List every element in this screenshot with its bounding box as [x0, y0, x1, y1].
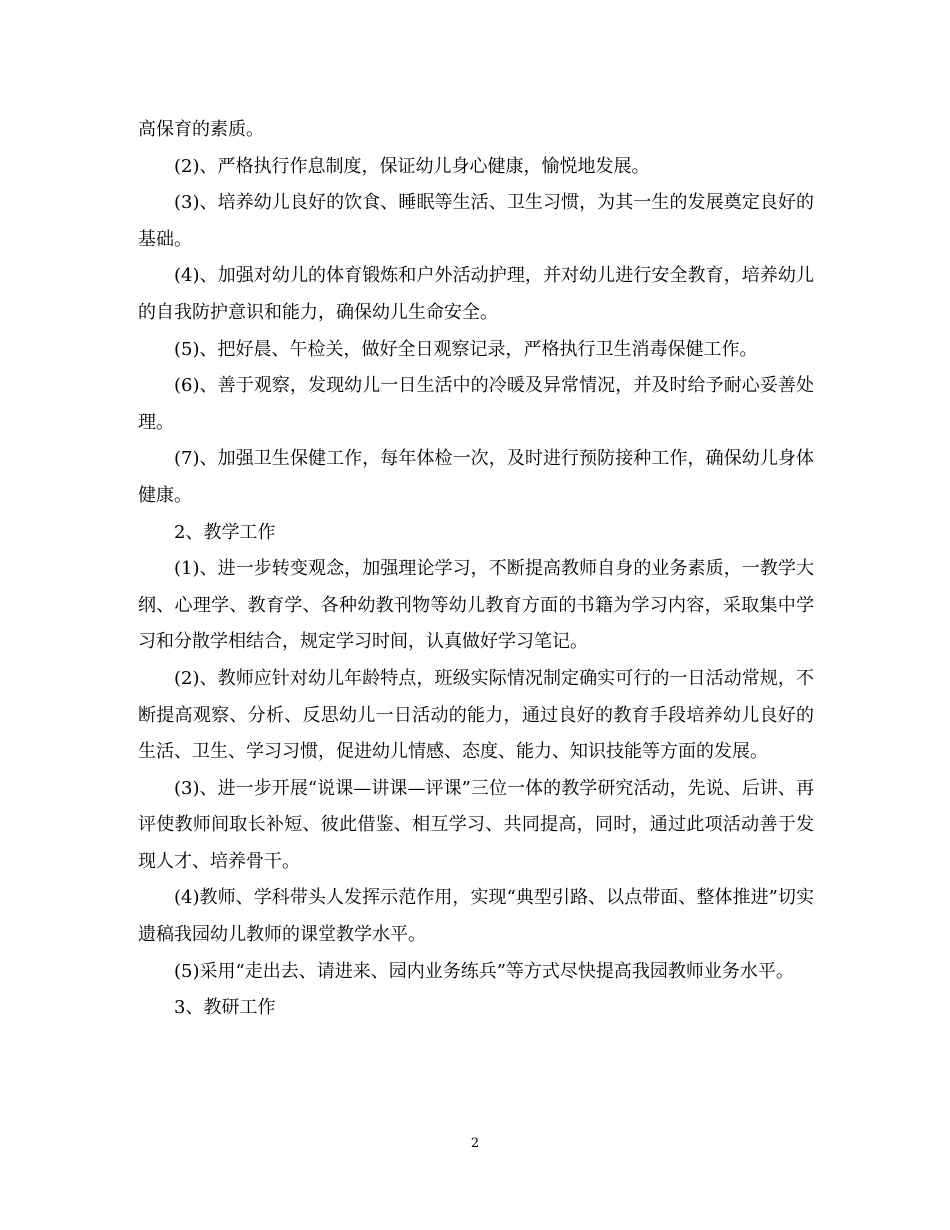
paragraph-teaching-2: (2)、教师应针对幼儿年龄特点，班级实际情况制定确实可行的一日活动常规，不断提高观察、分析、反思幼儿一日活动的能力，通过良好的教育手段培养幼儿良好的生活、卫生、学习习惯，促进幼儿情感、态度、能力、知识技能等方面的发展。: [138, 667, 814, 763]
paragraph-item-6: (6)、善于观察，发现幼儿一日生活中的冷暖及异常情况，并及时给予耐心妥善处理。: [138, 375, 814, 433]
page-number: 2: [470, 1136, 480, 1151]
paragraph-item-3: (3)、培养幼儿良好的饮食、睡眠等生活、卫生习惯，为其一生的发展奠定良好的基础。: [138, 192, 814, 250]
section-heading-research: 3、教研工作: [174, 997, 276, 1019]
paragraph-item-2: (2)、严格执行作息制度，保证幼儿身心健康，愉悦地发展。: [174, 155, 650, 177]
document-body: [138, 112, 814, 1027]
paragraph-item-7: (7)、加强卫生保健工作，每年体检一次，及时进行预防接种工作，确保幼儿身体健康。: [138, 448, 814, 506]
paragraph-item-5: (5)、把好晨、午检关，做好全日观察记录，严格执行卫生消毒保健工作。: [174, 338, 758, 360]
paragraph-teaching-4: (4)教师、学科带头人发挥示范作用，实现“典型引路、以点带面、整体推进”切实遗稿我园幼儿教师的课堂教学水平。: [138, 887, 814, 946]
paragraph-teaching-1: (1)、进一步转变观念，加强理论学习，不断提高教师自身的业务素质，一教学大纲、心理学、教育学、各种幼教刊物等幼儿教育方面的书籍为学习内容，采取集中学习和分散学相结合，规定学习时间，认真做好学习笔记。: [138, 558, 814, 653]
paragraph-teaching-5: (5)采用“走出去、请进来、园内业务练兵”等方式尽快提高我园教师业务水平。: [174, 960, 794, 982]
paragraph-teaching-3: (3)、进一步开展“说课—讲课—评课”三位一体的教学研究活动，先说、后讲、再评使教师间取长补短、彼此借鉴、相互学习、共同提高，同时，通过此项活动善于发现人才、培养骨干。: [138, 777, 814, 872]
paragraph-item-4: (4)、加强对幼儿的体育锻炼和户外活动护理，并对幼儿进行安全教育，培养幼儿的自我防护意识和能力，确保幼儿生命安全。: [138, 265, 814, 323]
section-heading-teaching: 2、教学工作: [174, 521, 276, 543]
paragraph-continuation: 高保育的素质。: [138, 119, 264, 140]
